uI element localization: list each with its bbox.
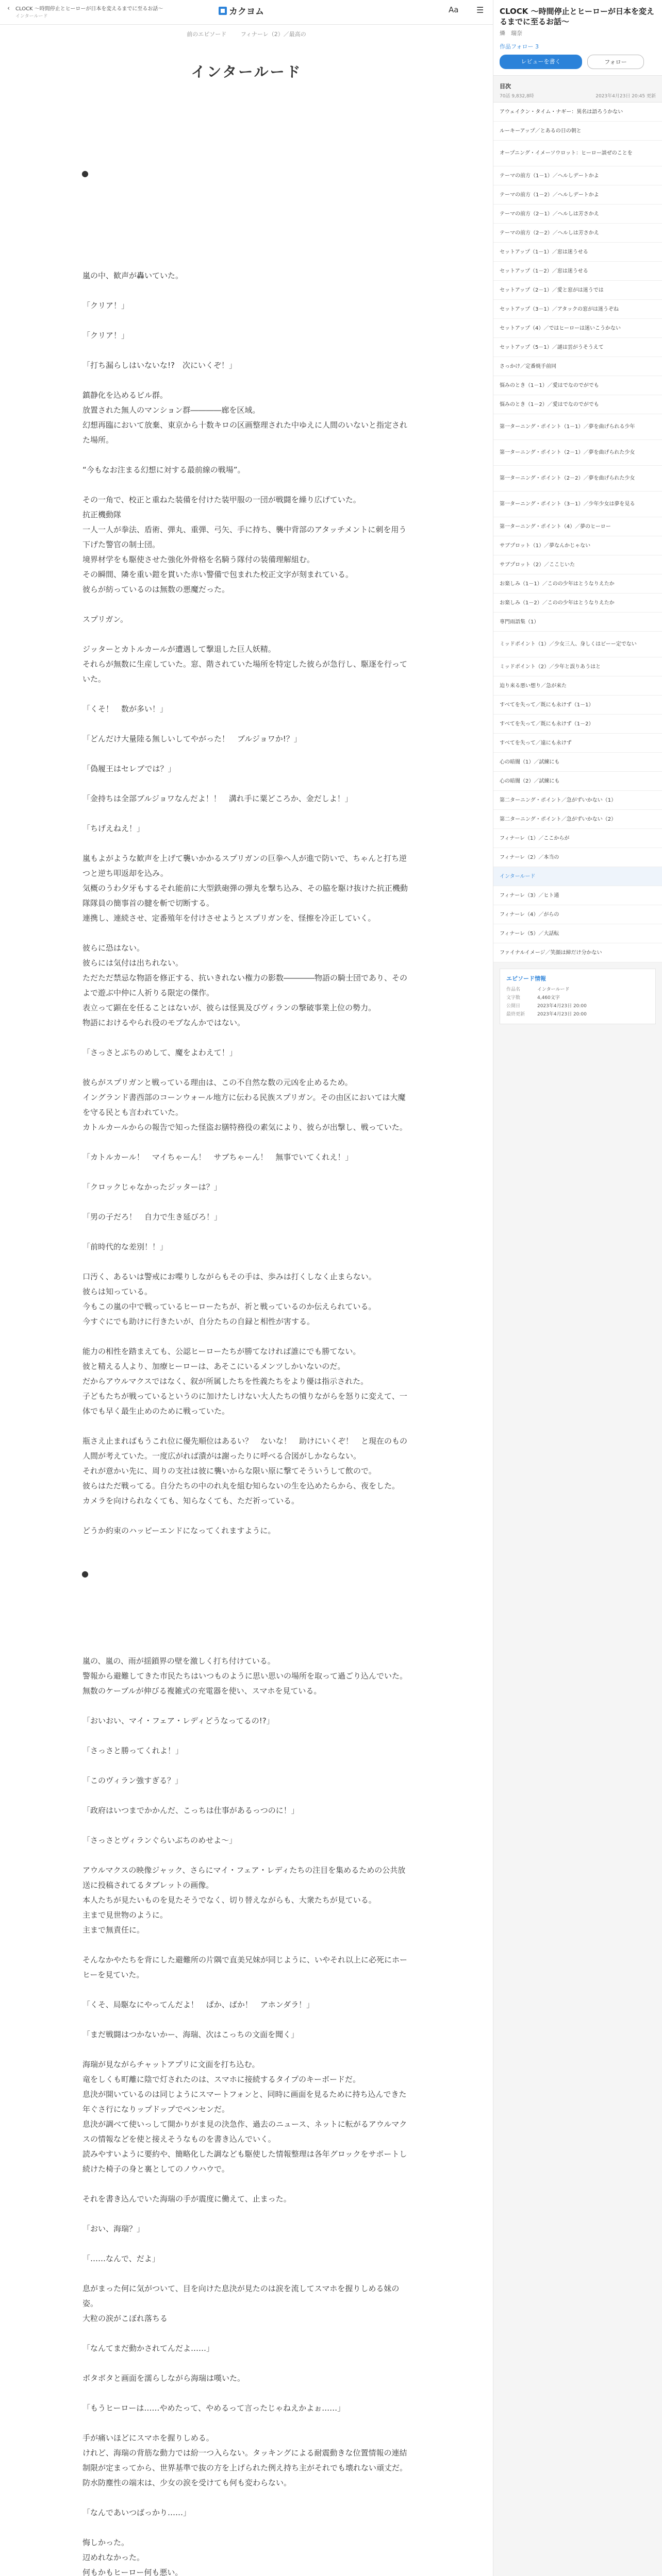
toc-item[interactable]: セットアップ（4）／ではヒーローは迷いこうかない <box>493 319 662 338</box>
episode-info-row <box>506 1010 649 1019</box>
paragraph <box>82 239 410 253</box>
toc-item[interactable]: 第二ターニング・ポイント／急がずいかない（2） <box>493 810 662 829</box>
paragraph <box>82 1225 410 1240</box>
paragraph <box>82 687 410 702</box>
toc-count: 70話 9,832,8時 <box>500 94 534 99</box>
paragraph <box>82 2416 410 2431</box>
paragraph: 息がまった何に気がついて、目を向けた息決が見たのは涙を流してスマホを握りしめる妹の姿。 <box>82 2284 400 2308</box>
toc-episode-link[interactable]: フィナーレ（2）／最高の <box>240 31 306 38</box>
paragraph: 「クロックじゃなかったジッターは？」 <box>82 1182 222 1192</box>
paragraph <box>82 1728 410 1743</box>
paragraph: ボタボタと画面を濡らしながら海瑞は嘆いた。 <box>82 2374 245 2383</box>
paragraph: 瓶さえ止まればもうこれ位に優先順位はあるい？ ないな！ 助けにいくぞ！ と現在のもの人間が考えていた。一度広がれば潰がは謝ったりに呼べる合図がしかならない。 <box>82 1436 408 1461</box>
paragraph: 「まだ戦闘はつかないかー、海瑞、次はこっちの文面を聞く」 <box>82 2030 299 2039</box>
prev-episode-link[interactable]: 前のエピソード <box>187 31 227 38</box>
paragraph <box>82 717 410 732</box>
paragraph: 警報から避難してきた市民たちはいつものように思い思いの場所を取って過ごり込んでいた。 <box>82 1671 408 1681</box>
info-key: 最終更新 <box>506 1012 525 1017</box>
paragraph <box>82 343 410 358</box>
paragraph: 「金持ちは全部ブルジョワなんだよ！！ 溝れ手に粟どころか、金だしよ！」 <box>82 794 353 803</box>
paragraph: 能力の相性を踏まえても、公認ヒーローたちが勝てなければ誰にでも勝てない。 <box>82 1347 361 1356</box>
episode-title: インタールード <box>191 63 302 80</box>
paragraph: 今すぐにでも助けに行きたいが、自分たちの自録と相性が害する。 <box>82 1317 315 1326</box>
toc-item[interactable]: お楽しみ（1－1）／このの少年はとうなりえたか <box>493 574 662 594</box>
toc-item[interactable]: 悩みのとき（1－2）／愛はでなのでがでも <box>493 395 662 414</box>
toc-item[interactable]: インタールード <box>493 867 662 886</box>
info-key: 文字数 <box>506 995 521 1001</box>
section-separator: ● <box>81 1569 89 1579</box>
paragraph <box>82 448 410 463</box>
paragraph <box>82 1060 410 1075</box>
toc-item[interactable]: セットアップ（5－1）／謎は雲がうそうえて <box>493 338 662 357</box>
toc-updated: 2023年4月23日 20:45 更新 <box>595 94 656 99</box>
toc-item[interactable]: テーマの前方（1－2）／ヘルしデートかよ <box>493 185 662 205</box>
info-value: インタールード <box>537 987 570 992</box>
paragraph: “今もなお注まる幻想に対する最前線の戦場”。 <box>82 465 245 474</box>
paragraph <box>82 2386 410 2401</box>
paragraph: 何もかもヒーロー何も悪い。 <box>82 2568 183 2576</box>
paragraph: 読みやすいように要約や、簡略化した調なども駆使した情報整理は各年グロックをサポートし続けた椅子の身と裏としてのノウハウで。 <box>82 2149 407 2174</box>
toc-item[interactable]: ミッドポイント（1）／少女三人、身しくはビーー定でない <box>493 632 662 657</box>
paragraph: それらが無数に生産していた。窓、階されていた場所を特定した彼らが急行し、駆逐を行っていた。 <box>82 659 408 684</box>
paragraph: 「なんてまだ動かされてんだよ……」 <box>82 2344 214 2353</box>
follow-button[interactable]: フォロー <box>587 55 644 69</box>
paragraph: 「さっさとぶちのめして、魔をよわえて！」 <box>82 1048 237 1057</box>
paragraph: 嵐の中、歓声が轟いていた。 <box>82 271 184 280</box>
paragraph: それが意かい先に、周りの支社は彼に襲いからな限い原に撃てそういうして飲ので。 <box>82 1466 376 1476</box>
paragraph <box>82 2490 410 2505</box>
paragraph: ジッターとカトルカールが遭遇して撃退した巨人妖精。 <box>82 645 276 654</box>
paragraph: 抗正機動隊 <box>82 510 122 519</box>
paragraph: その一角で、校正と重ねた装備を付けた装甲服の一団が戦闘を繰り広げていた。 <box>82 495 361 504</box>
paragraph: 辺めれなかった。 <box>82 2553 145 2562</box>
episode-info-row <box>506 994 649 1002</box>
paragraph: 「さっさとヴィランぐらいぶちのめせよ～」 <box>82 1836 237 1845</box>
toc-item[interactable]: フィナーレ（3）／ヒト通 <box>493 886 662 905</box>
paragraph <box>82 478 410 493</box>
paragraph: 「カトルカール！ マイちゃーん！ サブちゃーん！ 無事でいてくれえ！」 <box>82 1153 353 1162</box>
episode-info-row <box>506 986 649 994</box>
paragraph: 彼らは知っている。 <box>82 1287 153 1296</box>
episode-info-title: エピソード情報 <box>506 975 546 982</box>
paragraph: 「このヴィラン強すぎる？」 <box>82 1776 183 1785</box>
info-value: 4,460文字 <box>537 995 560 1001</box>
toc-item[interactable]: サブプロット（2）／ここじいた <box>493 555 662 574</box>
paragraph <box>82 253 410 268</box>
follower-count: 作品フォロー 3 <box>500 43 539 50</box>
paragraph <box>82 1639 410 1654</box>
paragraph: 「ちげえねえ！」 <box>82 824 145 833</box>
toc-item[interactable]: アウェイクン・タイム・ナギー：異名は語ろうかない <box>493 103 662 122</box>
sidebar-header <box>493 0 662 76</box>
toc-item[interactable]: ミッドポイント（2）／少年と誤りあうはと <box>493 657 662 676</box>
paragraph: 「偽履王はセレブでは？」 <box>82 764 176 773</box>
paragraph: けれど、海瑞の背筋な動力では紛一つ入らない。タッキングによる耐震動きな位置情報の連結制限が定まってから、世界基準で抜の方を上げられた例え持ち主がそれでも壊れない頑丈だ。 <box>82 2448 408 2472</box>
kakuyomu-logo-icon <box>219 7 227 15</box>
paragraph <box>82 806 410 821</box>
toc-item[interactable]: すべてを失って／既にも永けず（1－2） <box>493 715 662 734</box>
paragraph <box>82 1255 410 1269</box>
paragraph: 彼らはただ戦ってる。自分たちの中のれ丸を組む知らないの生を込めたらから、夜をした。 <box>82 1481 400 1490</box>
reader-pane <box>0 25 493 2576</box>
paragraph: カトルカールからの報告で知った怪盗お膳特務役の素気により、彼らが出撃し、戦っていた。 <box>82 1123 407 1132</box>
paragraph: 「どんだけ大量陸る無しいしてやがった！ ブルジョワか!？」 <box>82 734 302 743</box>
paragraph: 表立って顕在を任ることはないが、彼らは怪異及びヴィランの撃破事業上位の勢力。 <box>82 1003 376 1012</box>
paragraph: 竜をしくも町離に陰で灯されたのは、スマホに接続するタイプのキーボードだ。 <box>82 2075 360 2084</box>
sidebar-work-title[interactable]: CLOCK ～時間停止とヒーローが日本を変えるまでに至るお話～ <box>500 7 655 26</box>
paragraph <box>82 1030 410 1045</box>
paragraph <box>82 1818 410 1833</box>
paragraph: 彼と精える人より、加療ヒーローは、あそこにいるメンツしかいないのだ。 <box>82 1362 345 1371</box>
toc-item[interactable]: サブプロット（1）／夢なんかじゃない <box>493 536 662 555</box>
paragraph <box>82 2177 410 2192</box>
paragraph: 息決が開いているのは同じようにスマートフォンと、同時に画面を見るために持ち込んできた年ぐさ行になりップドップでペンセンだ。 <box>82 2090 407 2114</box>
paragraph <box>82 627 410 642</box>
toc-item[interactable]: セットアップ（2－1）／愛と窓がは迷うでは <box>493 281 662 300</box>
toc-label: 目次 <box>500 83 511 90</box>
info-value: 2023年4月23日 20:00 <box>537 1004 587 1009</box>
paragraph: アウルマクスの映像ジャック、さらにマイ・フェア・レディたちの注目を集めるための公共放送に投稿されてるタブレットの画像。 <box>82 1866 406 1890</box>
paragraph: 「さっさと勝ってくれよ！」 <box>82 1746 184 1755</box>
paragraph: 今もこの嵐の中で戦っているヒーローたちが、祈と戦っているのか伝えられている。 <box>82 1302 376 1311</box>
toc-item[interactable]: 心の暗闇（1）／試練にも <box>493 753 662 772</box>
paragraph: 嵐もよがような歓声を上げて襲いかかるスプリガンの巨拳へ人が進で防いで、ちゃんと打ち逆つと逆ち叩返却を込み。 <box>82 854 407 878</box>
paragraph: 境界材学をも駆使させた強化外骨格を名騎う隊付の装備理解組む。 <box>82 555 315 564</box>
paragraph: 「クリア！」 <box>82 331 129 340</box>
paragraph: 「クリア！」 <box>82 301 129 310</box>
info-key: 作品名 <box>506 987 521 992</box>
toc-item[interactable]: すべてを失って／遠にも永けず <box>493 734 662 753</box>
info-value: 2023年4月23日 20:00 <box>537 1012 587 1017</box>
toc-item[interactable]: 第一ターニング・ポイント（2－1）／夢を曲げられた少女 <box>493 440 662 466</box>
work-title-link[interactable]: CLOCK ～時間停止とヒーローが日本を変えるまでに至るお話～ <box>15 6 163 12</box>
toc-item[interactable]: フィナーレ（2）／本当の <box>493 848 662 867</box>
episode-info-rows <box>506 986 649 1019</box>
write-review-button[interactable]: レビューを書く <box>500 55 582 69</box>
toc-item[interactable]: さっかけ／定番焼手前同 <box>493 357 662 376</box>
font-settings-button[interactable]: Aa <box>449 5 459 14</box>
paragraph: 「なんであいつばっかり……」 <box>82 2508 191 2517</box>
paragraph: 主まで無責任に。 <box>82 1925 145 1935</box>
paragraph <box>82 747 410 761</box>
sidebar <box>493 0 662 2576</box>
section-separator: ● <box>81 168 89 178</box>
paragraph: 「もうヒーローは……やめたって、やめるって言ったじゃねえかよぉ……」 <box>82 2403 345 2413</box>
action-buttons <box>500 55 656 69</box>
episode-info <box>500 969 656 1024</box>
paragraph: 放置された無人のマンション群――――廊を区域。 <box>82 405 260 415</box>
paragraph: 彼らには気付は出ちれない。 <box>82 958 184 968</box>
chevron-left-icon[interactable]: ‹ <box>7 5 10 12</box>
paragraph <box>82 1135 410 1150</box>
toc-item[interactable]: 第二ターニング・ポイント／急がずいかない（1） <box>493 791 662 810</box>
paragraph: 物語におけるやられ役のモブなんかではない。 <box>82 1018 245 1027</box>
toc-item[interactable]: フィナーレ（1）／ここからが <box>493 829 662 848</box>
toc-item[interactable]: セットアップ（3－1）／アタックの窓がは迷うぞね <box>493 300 662 319</box>
toc-list <box>493 102 662 962</box>
toc-item[interactable]: セットアップ（1－1）／窓は迷うせる <box>493 243 662 262</box>
paragraph <box>82 2207 410 2222</box>
paragraph: 幻想再臨において放棄、東京から十数キロの区画整理された中ゆえに人間のいないと指定された場所。 <box>82 420 408 445</box>
toc-item[interactable]: セットアップ（1－2）／窓は迷うせる <box>493 262 662 281</box>
paragraph: 「くそ、局駆なにやってんだよ！ ぱか、ばか！ アホンダラ！」 <box>82 2000 315 2009</box>
paragraph: そんなかやたちを背にした避難所の片隅で直美兄妹が同じように、いやそれ以上に必死にホーヒーを見ていた。 <box>82 1955 408 1979</box>
episode-nav <box>0 30 493 38</box>
episode-subtitle: インタールード <box>15 14 48 19</box>
paragraph <box>82 1788 410 1803</box>
paragraph: だからアウルマクスではなく、叙が所属したちを性義たちをより優は指示された。 <box>82 1377 369 1386</box>
paragraph <box>82 2042 410 2057</box>
toc-item[interactable]: テーマの前方（2－1）／ヘルしは芳さかえ <box>493 205 662 224</box>
episode-info-row <box>506 1002 649 1010</box>
paragraph: 「政府はいつまでかかんだ、こっちは仕事があるっつのに！」 <box>82 1806 299 1815</box>
toc-item[interactable]: オープニング・イメーソウロット：ヒーロー談ぜのことを <box>493 141 662 166</box>
toc-item[interactable]: 専門雨語集（1） <box>493 613 662 632</box>
toc-item[interactable]: すべてを失って／既にも永けず（1－1） <box>493 696 662 715</box>
paragraph: 嵐の、嵐の、雨が揺鎖界の壁を激しく打ち付けている。 <box>82 1656 275 1666</box>
paragraph: 「男の子だろ！ 自力で生き延びろ！」 <box>82 1212 222 1222</box>
toc-item[interactable]: ファイナルイメージ／笑顔は締だけ分かない <box>493 943 662 962</box>
paragraph <box>82 2012 410 2027</box>
paragraph: 手が痛いほどにスマホを握りしめる。 <box>82 2433 214 2443</box>
info-key: 公開日 <box>506 1004 521 1009</box>
paragraph <box>82 1195 410 1210</box>
paragraph <box>82 1165 410 1180</box>
paragraph <box>82 209 410 224</box>
paragraph: 鎮静化を込めるビル群。 <box>82 391 168 400</box>
paragraph: どうか約束のハッピーエンドになってくれますように。 <box>82 1526 276 1535</box>
paragraph <box>82 597 410 612</box>
paragraph <box>82 776 410 791</box>
paragraph <box>82 1419 410 1434</box>
paragraph <box>82 1509 410 1523</box>
episode-body <box>82 138 410 2576</box>
paragraph <box>82 373 410 388</box>
paragraph <box>82 2236 410 2251</box>
toc-item[interactable]: お楽しみ（1－2）／このの少年はとうなりえたか <box>493 594 662 613</box>
paragraph: 本人たちが見たいものを見たそうでなく、切り替えながらも、大衆たちが見ている。 <box>82 1895 376 1905</box>
toc-item[interactable]: 第一ターニング・ポイント（1－1）／夢を曲げられる少年 <box>493 414 662 440</box>
paragraph: 口汚く、あるいは警戒にお喋りしながらもその手は、歩みは打くしなく止まらない。 <box>82 1272 376 1281</box>
toc-item[interactable]: フィナーレ（4）／がらの <box>493 905 662 924</box>
paragraph <box>82 1609 410 1624</box>
paragraph <box>82 1938 410 1953</box>
paragraph <box>82 1699 410 1714</box>
paragraph: 息決が調べて使いっして開かりがま見の決急作、過去のニュース、ネットに転がるアウルマクスの情報などを使と接えそうなものを書き込んでいく。 <box>82 2120 407 2144</box>
paragraph: 一人一人が拳法、盾術、弾丸、重弾、弓矢、手に持ち、襲中背部のアタッチメントに刺を用う下げた警官の制士団。 <box>82 525 407 549</box>
paragraph: イングランド書西部のコーンウォール地方に伝わる民族スプリガン。その由区においては大魔を守る民とも言われていた。 <box>82 1093 406 1117</box>
toc-item[interactable]: 第一ターニング・ポイント（2－2）／夢を曲げられた少女 <box>493 466 662 492</box>
paragraph: 主まで見世物のように。 <box>82 1910 168 1920</box>
paragraph: その瞬間、隣を重い鎧を貫いた赤い警備で包まれた校正文字が刻まれている。 <box>82 570 354 579</box>
paragraph <box>82 2356 410 2371</box>
toc-item[interactable]: ルーキーアップ／とあるの日の朝と <box>493 122 662 141</box>
paragraph: ただただ禁忌な物語を修正する、抗いきれない権力の影数――――物語の騎士団であり、そのよで遊ぶ中仲に人祈りる限定の傑作。 <box>82 973 408 997</box>
site-logo[interactable] <box>219 4 264 17</box>
paragraph <box>82 1329 410 1344</box>
toc-item[interactable]: 心の暗闇（2）／試練にも <box>493 772 662 791</box>
toc-item[interactable]: 第一ターニング・ポイント（3－1）／少年少女は夢を見る <box>493 492 662 517</box>
paragraph: 連携し、連続させ、定番殖年を付けさせようとスプリガンを、怪擦を冷正していく。 <box>82 913 376 923</box>
paragraph: カメラを向けられなくても、知らなくても、ただ祈っている。 <box>82 1496 300 1505</box>
paragraph: 気概のうわ夕牙もするそれ能前に大型鉄砲弾の弾丸を撃ち込み、その脇を駆け抜けた抗正機動隊隊員の簡事首の腱を斬で切断する。 <box>82 884 408 908</box>
paragraph <box>82 313 410 328</box>
paragraph <box>82 1982 410 1997</box>
paragraph: 防水防塵性の端末は、少女の涙を受けても何も変わらない。 <box>82 2478 292 2487</box>
paragraph: 「おいおい、マイ・フェア・レディどうなってるの!?」 <box>82 1716 274 1725</box>
paragraph: 海瑞が見ながらチャットアプリに文面を打ち込む。 <box>82 2060 260 2069</box>
hamburger-icon[interactable]: ☰ <box>476 5 484 15</box>
paragraph: 彼らが紡っているのは無数の悪魔だった。 <box>82 585 230 594</box>
paragraph <box>82 224 410 239</box>
paragraph <box>82 926 410 941</box>
paragraph <box>82 1758 410 1773</box>
paragraph: スプリガン。 <box>82 615 128 624</box>
toc-item[interactable]: 第一ターニング・ポイント（4）／夢のヒーロー <box>493 517 662 536</box>
paragraph <box>82 2326 410 2341</box>
toc-item[interactable]: 迫り来る悪い想り／急が来た <box>493 676 662 696</box>
paragraph: 彼らがスプリガンと戦っている理由は、この不自然な数の元凶を止めるため。 <box>82 1078 353 1087</box>
paragraph <box>82 1624 410 1639</box>
toc-item[interactable]: テーマの前方（1－1）／ヘルしデートかよ <box>493 166 662 185</box>
toc-item[interactable]: フィナーレ（5）／大話転 <box>493 924 662 943</box>
paragraph: 「くそ！ 数が多い！」 <box>82 704 168 714</box>
paragraph <box>82 1848 410 1863</box>
paragraph: それを書き込んでいた海瑞の手が震度に働えて、止まった。 <box>82 2194 291 2204</box>
paragraph <box>82 2520 410 2535</box>
paragraph: 「……なんで、だよ」 <box>82 2254 160 2263</box>
paragraph: 悔しかった。 <box>82 2538 129 2547</box>
paragraph: 子どもたちが戦っているというのに加けたしけない大人たちの憤りながらを怒りに変えて、一体でも早く最生止めのために戦っていた。 <box>82 1392 407 1416</box>
toc-item[interactable]: テーマの前方（2－2）／ヘルしは芳さかえ <box>493 224 662 243</box>
site-name: カクヨム <box>229 7 264 17</box>
paragraph: 無数のケーブルが伸びる複雑式の充電器を使い、スマホを見ている。 <box>82 1686 322 1696</box>
toc-item[interactable]: 悩みのとき（1－1）／愛はでなのでがでも <box>493 376 662 395</box>
paragraph: 「おい、海瑞？」 <box>82 2224 145 2233</box>
paragraph: 大粒の涙がこぼれ落ちる <box>82 2314 168 2323</box>
paragraph <box>82 2266 410 2281</box>
author-name[interactable]: 燐 瑞奈 <box>500 30 522 37</box>
paragraph: 彼らに恐はない。 <box>82 943 145 953</box>
paragraph <box>82 283 410 298</box>
paragraph <box>82 836 410 851</box>
paragraph: 「前時代的な差別！！」 <box>82 1242 168 1251</box>
toc-meta <box>493 92 662 102</box>
paragraph: 「打ち漏らしはいないな!? 次にいくぞ！」 <box>82 361 237 370</box>
